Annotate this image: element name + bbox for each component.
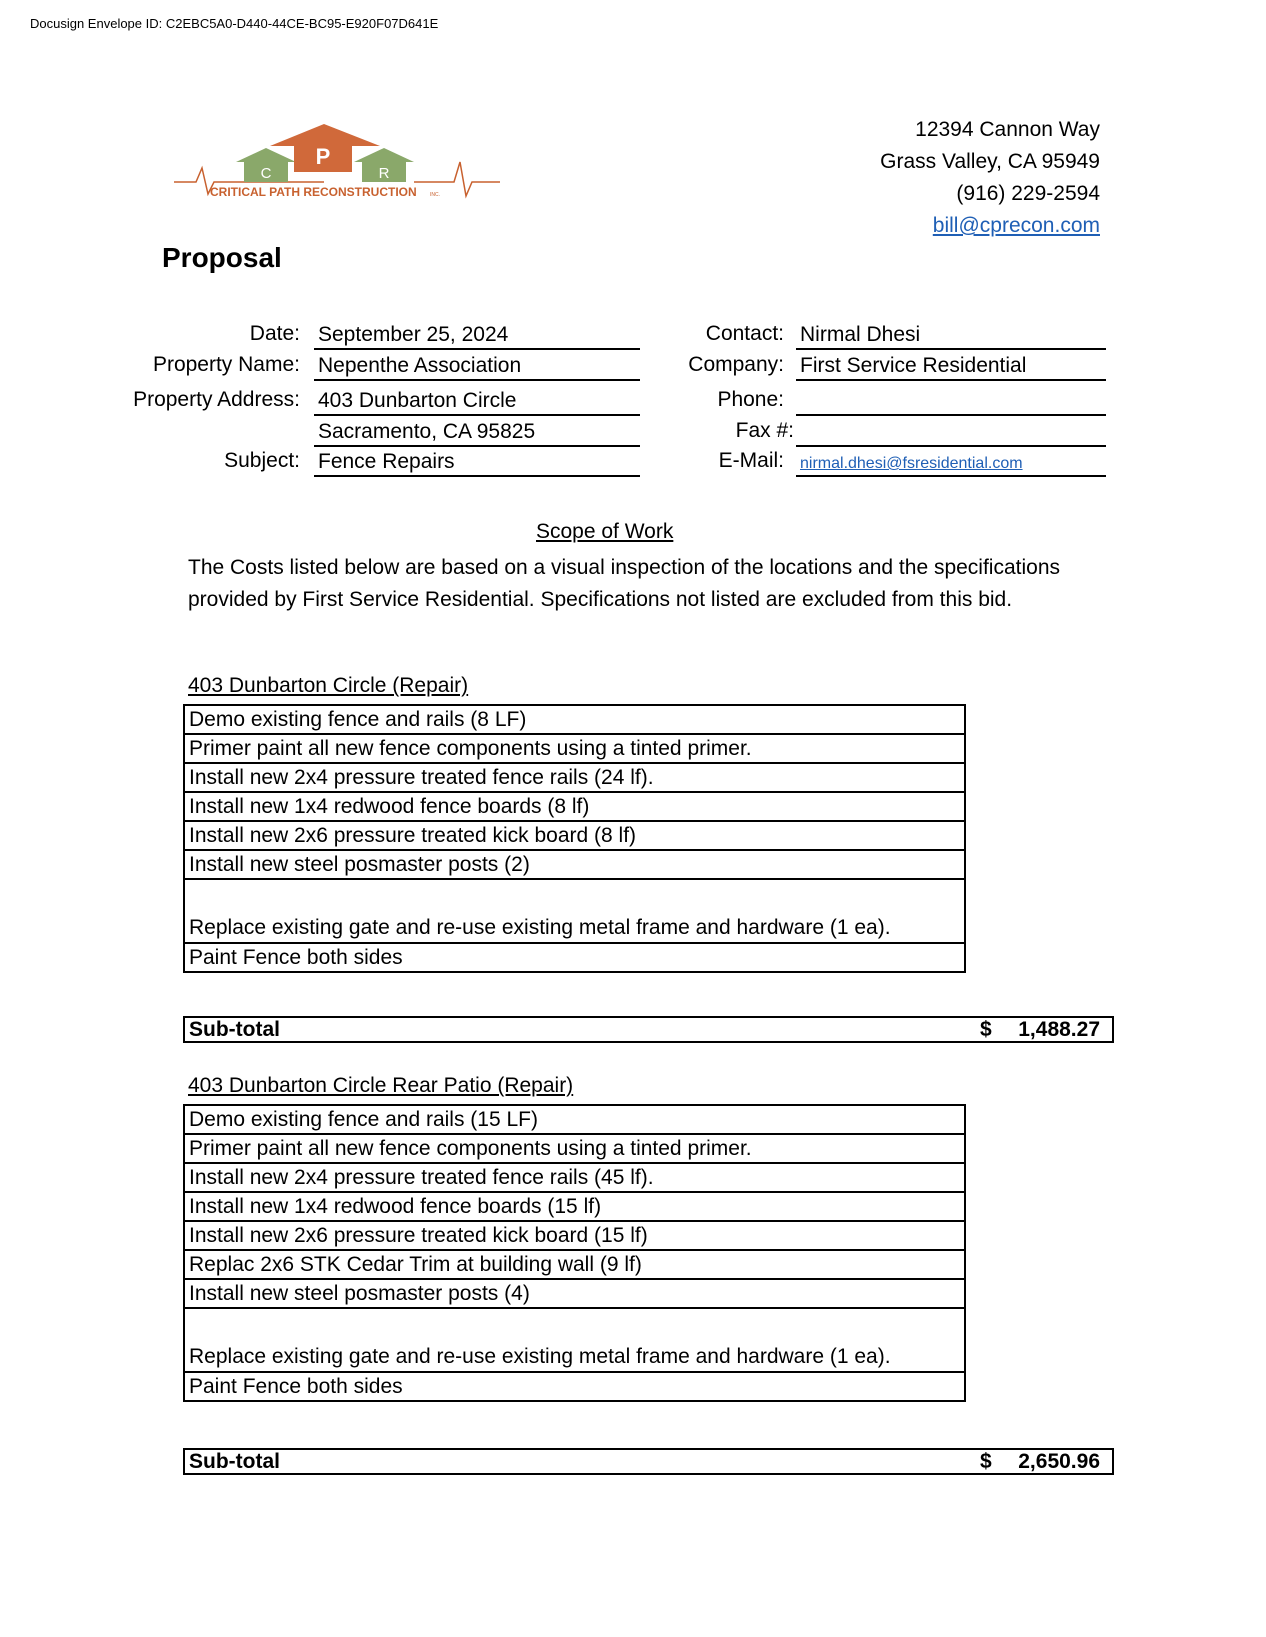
table-row [184, 1250, 965, 1279]
table-row [184, 850, 965, 879]
contact-email-link[interactable]: nirmal.dhesi@fsresidential.com [800, 455, 1023, 472]
item-cell: Replace existing gate and re-use existing metal frame and hardware (1 ea). [184, 1308, 965, 1372]
company-phone: (916) 229-2594 [956, 182, 1100, 205]
section-1-subtotal [183, 1016, 1114, 1043]
phone-value [796, 386, 1106, 416]
address-line2: Grass Valley, CA 95949 [880, 150, 1100, 173]
item-cell: Install new 2x4 pressure treated fence rails (24 lf). [184, 763, 965, 792]
item-cell: Primer paint all new fence components using a tinted primer. [184, 734, 965, 763]
item-cell: Install new steel posmaster posts (4) [184, 1279, 965, 1308]
item-cell: Demo existing fence and rails (15 LF) [184, 1105, 965, 1134]
subtotal-currency: $ [980, 1018, 992, 1041]
phone-label: Phone: [717, 388, 784, 411]
table-row [184, 1221, 965, 1250]
item-cell: Install new 1x4 redwood fence boards (8 lf) [184, 792, 965, 821]
table-row [184, 879, 965, 943]
scope-title: Scope of Work [536, 520, 674, 543]
logo-letter-c: C [260, 165, 272, 182]
subtotal-currency: $ [980, 1450, 992, 1473]
logo-letter-p: P [315, 144, 331, 169]
property-address-value: 403 Dunbarton Circle [314, 386, 640, 416]
date-value: September 25, 2024 [314, 320, 640, 350]
address-line1: 12394 Cannon Way [915, 118, 1100, 141]
item-cell: Paint Fence both sides [184, 943, 965, 972]
table-row [184, 943, 965, 972]
section-2-title: 403 Dunbarton Circle Rear Patio (Repair) [188, 1074, 574, 1097]
logo-letter-r: R [378, 165, 390, 182]
logo-text: CRITICAL PATH RECONSTRUCTION [210, 185, 417, 199]
email-label: E-Mail: [718, 449, 784, 472]
item-cell: Install new 2x6 pressure treated kick board (15 lf) [184, 1221, 965, 1250]
company-logo [174, 124, 500, 210]
section-2-items [183, 1104, 966, 1402]
fax-label: Fax #: [735, 419, 794, 442]
logo-graphic [174, 124, 500, 210]
table-row [184, 1105, 965, 1134]
item-cell: Install new 2x6 pressure treated kick board (8 lf) [184, 821, 965, 850]
table-row [184, 763, 965, 792]
subtotal-label: Sub-total [189, 1018, 280, 1041]
section-1-items [183, 704, 966, 973]
table-row [184, 1134, 965, 1163]
table-row [184, 1308, 965, 1372]
item-cell: Demo existing fence and rails (8 LF) [184, 705, 965, 734]
company-email-link[interactable]: bill@cprecon.com [932, 214, 1100, 237]
property-name-value: Nepenthe Association [314, 351, 640, 381]
section-1-title: 403 Dunbarton Circle (Repair) [188, 674, 469, 697]
table-row [184, 1372, 965, 1401]
item-cell: Replace existing gate and re-use existing metal frame and hardware (1 ea). [184, 879, 965, 943]
subject-value: Fence Repairs [314, 447, 640, 477]
item-cell: Paint Fence both sides [184, 1372, 965, 1401]
item-cell: Install new 1x4 redwood fence boards (15 lf) [184, 1192, 965, 1221]
table-row [184, 705, 965, 734]
item-cell: Install new steel posmaster posts (2) [184, 850, 965, 879]
table-row [184, 1279, 965, 1308]
table-row [184, 734, 965, 763]
property-city-value: Sacramento, CA 95825 [314, 417, 640, 447]
property-address-label: Property Address: [133, 388, 300, 411]
contact-label: Contact: [705, 322, 784, 345]
subtotal-amount: 2,650.96 [1018, 1450, 1100, 1473]
table-row [184, 1163, 965, 1192]
company-label: Company: [688, 353, 784, 376]
subject-label: Subject: [224, 449, 300, 472]
page-title: Proposal [162, 242, 282, 273]
section-2-subtotal [183, 1448, 1114, 1475]
scope-text: The Costs listed below are based on a visual inspection of the locations and the specifications provided by First Service Residential. Specifications not listed are excluded from this bid. [188, 556, 1061, 611]
email-value [796, 447, 1106, 477]
table-row [184, 821, 965, 850]
item-cell: Primer paint all new fence components using a tinted primer. [184, 1134, 965, 1163]
subtotal-amount: 1,488.27 [1018, 1018, 1100, 1041]
logo-suffix: INC. [430, 192, 440, 198]
company-value: First Service Residential [796, 351, 1106, 381]
item-cell: Install new 2x4 pressure treated fence rails (45 lf). [184, 1163, 965, 1192]
fax-value [796, 417, 1106, 447]
company-address [880, 114, 1100, 242]
contact-value: Nirmal Dhesi [796, 320, 1106, 350]
table-row [184, 1192, 965, 1221]
date-label: Date: [249, 322, 300, 345]
subtotal-label: Sub-total [189, 1450, 280, 1473]
item-cell: Replac 2x6 STK Cedar Trim at building wall (9 lf) [184, 1250, 965, 1279]
property-name-label: Property Name: [152, 353, 300, 376]
envelope-id: Docusign Envelope ID: C2EBC5A0-D440-44CE-BC95-E920F07D641E [30, 16, 439, 31]
table-row [184, 792, 965, 821]
